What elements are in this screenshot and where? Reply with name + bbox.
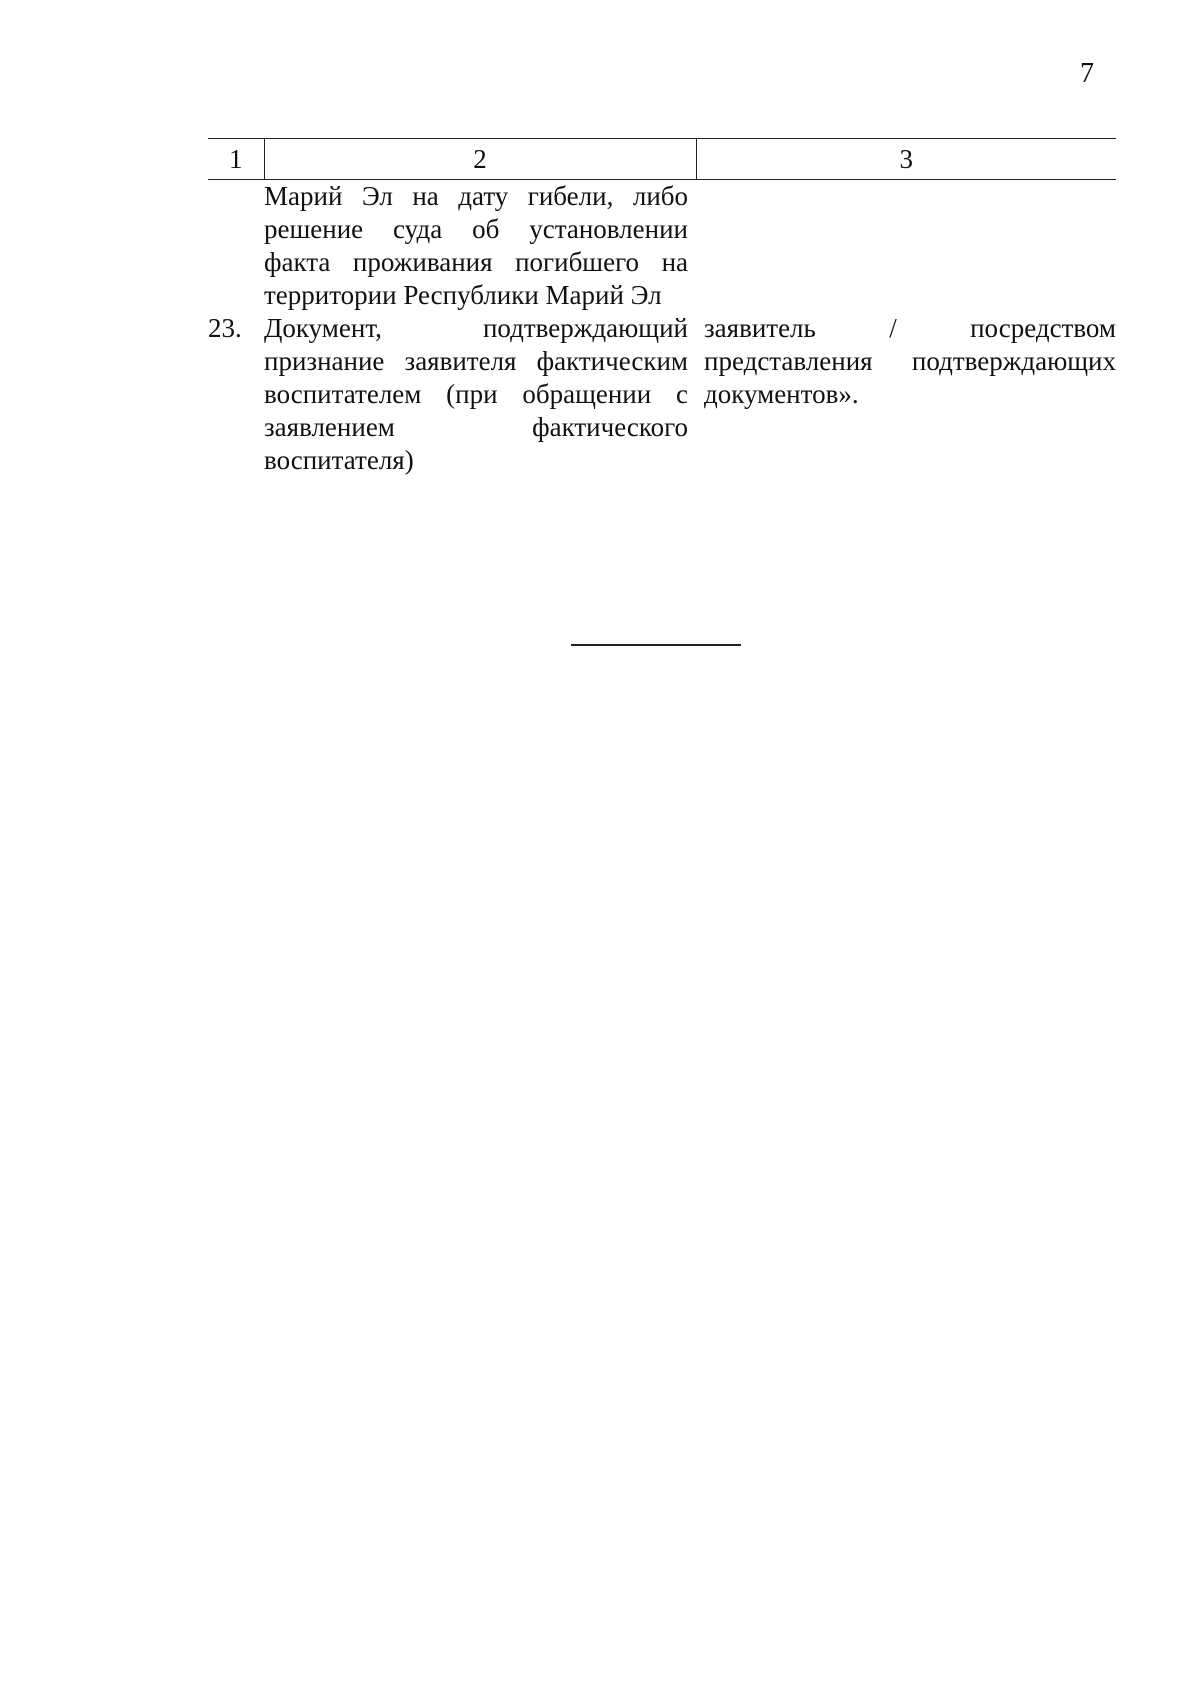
end-of-document-line bbox=[571, 644, 741, 646]
submission-method bbox=[696, 180, 1116, 313]
table-header bbox=[208, 139, 1116, 180]
header-col-1: 1 bbox=[208, 139, 264, 180]
table-row bbox=[208, 180, 1116, 313]
document-description: Марий Эл на дату гибели, либо решение суда об установлении факта проживания погибшего на территории Республики Марий Эл bbox=[264, 181, 688, 310]
document-description: Документ, подтверждающий признание заявителя фактическим воспитателем (при обращении с заявлением фактического воспитателя) bbox=[264, 313, 688, 475]
header-col-3: 3 bbox=[696, 139, 1116, 180]
row-number bbox=[208, 180, 264, 313]
table-header-row bbox=[208, 139, 1116, 180]
documents-table bbox=[208, 138, 1116, 477]
header-col-2: 2 bbox=[264, 139, 696, 180]
submission-method: заявитель / посредством представления подтверждающих документов». bbox=[704, 313, 1116, 409]
table-row bbox=[208, 312, 1116, 477]
table-body bbox=[208, 180, 1116, 478]
row-number: 23. bbox=[208, 313, 242, 343]
page-number: 7 bbox=[1080, 58, 1094, 89]
